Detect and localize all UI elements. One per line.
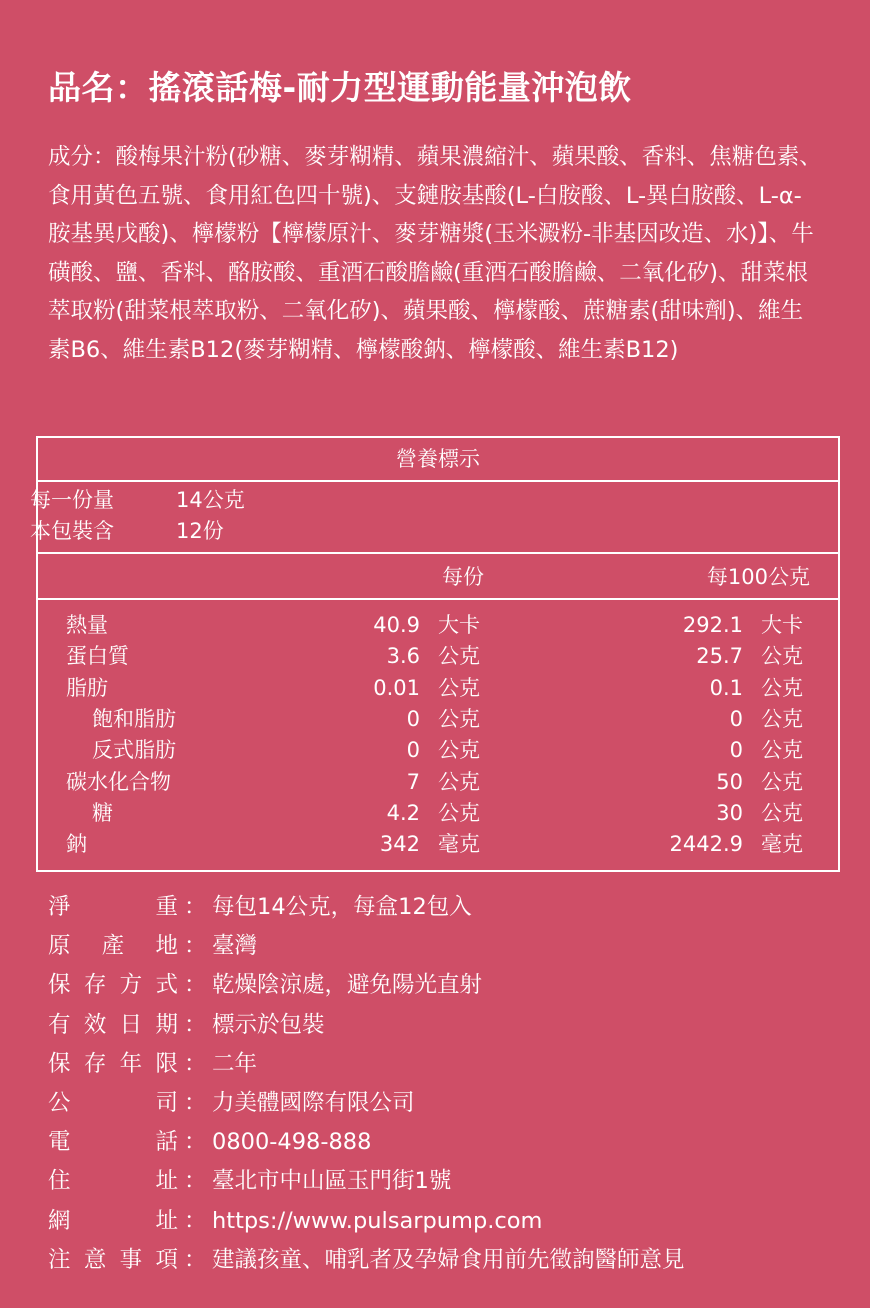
nutrient-name: 反式脂肪 xyxy=(92,738,176,763)
serving-size-row xyxy=(30,485,245,515)
info-label: 有 效 日 期 xyxy=(48,1011,178,1038)
info-value: 標示於包裝 xyxy=(212,1011,325,1038)
info-value: 乾燥陰涼處，避免陽光直射 xyxy=(212,972,483,999)
per-100g-value: 0.1 xyxy=(709,675,743,700)
info-value: 臺灣 xyxy=(212,933,258,960)
per-serving-value: 4.2 xyxy=(386,800,420,825)
nutrient-name: 脂肪 xyxy=(66,675,108,700)
per-serving-value: 0 xyxy=(406,738,420,763)
per-100g-unit: 毫克 xyxy=(761,832,803,857)
info-value: 每包14公克，每盒12包入 xyxy=(212,894,472,920)
info-label: 保 存 方 式 xyxy=(48,972,178,999)
info-colon: ： xyxy=(184,1050,207,1077)
info-colon: ： xyxy=(184,1090,207,1116)
per-100g-unit: 公克 xyxy=(761,675,803,700)
info-label: 淨 重 xyxy=(48,894,178,920)
per-serving-unit: 公克 xyxy=(438,706,480,731)
ingredients-text: 成分：酸梅果汁粉(砂糖、麥芽糊精、蘋果濃縮汁、蘋果酸、香料、焦糖色素、食用黃色五號、食用紅色四十號)、支鏈胺基酸(L-白胺酸、L-異白胺酸、L-α-胺基異戊酸)、檸檬粉【檸檬原汁、麥芽糖漿(玉米澱粉-非基因改造、水)】、牛磺酸、鹽、香料、酪胺酸、重酒石酸膽鹼(重酒石酸膽鹼、二氧化矽)、甜菜根萃取粉(甜菜根萃取粉、二氧化矽)、蘋果酸、檸檬酸、蔗糖素(甜味劑)、維生素B6、維生素B12(麥芽糊精、檸檬酸鈉、檸檬酸、維生素B12) xyxy=(48,144,822,363)
per-100g-value: 25.7 xyxy=(696,644,743,669)
info-value: https://www.pulsarpump.com xyxy=(212,1207,543,1234)
nutrient-name: 鈉 xyxy=(66,832,87,857)
serving-size-value: 14公克 xyxy=(176,488,245,512)
info-colon: ： xyxy=(184,1129,207,1156)
nutrient-name: 飽和脂肪 xyxy=(92,706,176,731)
col-per-100g: 每100公克 xyxy=(706,565,810,589)
info-value: 力美體國際有限公司 xyxy=(212,1090,415,1116)
info-label: 保 存 年 限 xyxy=(48,1050,178,1077)
info-value: 臺北市中山區玉門街1號 xyxy=(212,1168,452,1195)
servings-value: 12份 xyxy=(176,519,224,543)
per-serving-value: 0.01 xyxy=(373,675,420,700)
nutrient-name: 熱量 xyxy=(66,613,108,637)
per-serving-value: 40.9 xyxy=(373,613,420,637)
per-serving-unit: 公克 xyxy=(438,644,480,669)
nutrition-row xyxy=(0,610,870,641)
nutrition-row xyxy=(0,767,870,798)
per-100g-value: 30 xyxy=(716,800,743,825)
nutrition-row xyxy=(0,641,870,672)
info-colon: ： xyxy=(184,1011,207,1038)
per-100g-value: 0 xyxy=(729,738,743,763)
info-label: 住 址 xyxy=(48,1168,178,1195)
servings-row xyxy=(30,516,224,546)
info-colon: ： xyxy=(184,1246,207,1273)
info-label: 公 司 xyxy=(48,1090,178,1116)
product-name: 品名：搖滾話梅-耐力型運動能量沖泡飲 xyxy=(48,68,632,107)
nutrition-row xyxy=(0,704,870,735)
per-100g-unit: 公克 xyxy=(761,769,803,794)
per-100g-value: 292.1 xyxy=(682,613,743,637)
per-serving-unit: 公克 xyxy=(438,675,480,700)
per-serving-unit: 公克 xyxy=(438,769,480,794)
per-serving-value: 342 xyxy=(379,832,420,857)
per-100g-unit: 公克 xyxy=(761,706,803,731)
per-serving-value: 7 xyxy=(406,769,420,794)
info-colon: ： xyxy=(184,1168,207,1195)
info-label: 原 產 地 xyxy=(48,933,178,960)
nutrition-row xyxy=(0,735,870,766)
per-100g-value: 50 xyxy=(716,769,743,794)
per-100g-unit: 大卡 xyxy=(761,613,803,637)
divider xyxy=(38,598,838,600)
nutrition-row xyxy=(0,798,870,829)
info-value: 0800-498-888 xyxy=(212,1129,372,1156)
nutrition-row xyxy=(0,673,870,704)
per-serving-value: 0 xyxy=(406,706,420,731)
info-label: 電 話 xyxy=(48,1129,178,1156)
per-serving-unit: 毫克 xyxy=(438,832,480,857)
per-serving-value: 3.6 xyxy=(386,644,420,669)
info-colon: ： xyxy=(184,933,207,960)
per-100g-unit: 公克 xyxy=(761,738,803,763)
nutrition-heading: 營養標示 xyxy=(38,438,838,482)
info-label: 網 址 xyxy=(48,1207,178,1234)
info-value: 二年 xyxy=(212,1050,258,1077)
nutrition-row xyxy=(0,829,870,860)
per-100g-unit: 公克 xyxy=(761,644,803,669)
per-serving-unit: 公克 xyxy=(438,800,480,825)
info-colon: ： xyxy=(184,894,207,920)
servings-label: 本包裝含 xyxy=(30,519,114,543)
per-100g-value: 0 xyxy=(729,706,743,731)
serving-size-label: 每一份量 xyxy=(30,488,114,512)
divider xyxy=(38,552,838,554)
col-per-serving: 每份 xyxy=(442,565,484,589)
per-100g-unit: 公克 xyxy=(761,800,803,825)
nutrient-name: 蛋白質 xyxy=(66,644,129,669)
info-label: 注 意 事 項 xyxy=(48,1246,178,1273)
per-100g-value: 2442.9 xyxy=(669,832,743,857)
per-serving-unit: 公克 xyxy=(438,738,480,763)
nutrient-name: 糖 xyxy=(92,800,113,825)
info-colon: ： xyxy=(184,972,207,999)
nutrient-name: 碳水化合物 xyxy=(66,769,171,794)
info-value: 建議孩童、哺乳者及孕婦食用前先徵詢醫師意見 xyxy=(212,1246,685,1273)
info-colon: ： xyxy=(184,1207,207,1234)
per-serving-unit: 大卡 xyxy=(438,613,480,637)
